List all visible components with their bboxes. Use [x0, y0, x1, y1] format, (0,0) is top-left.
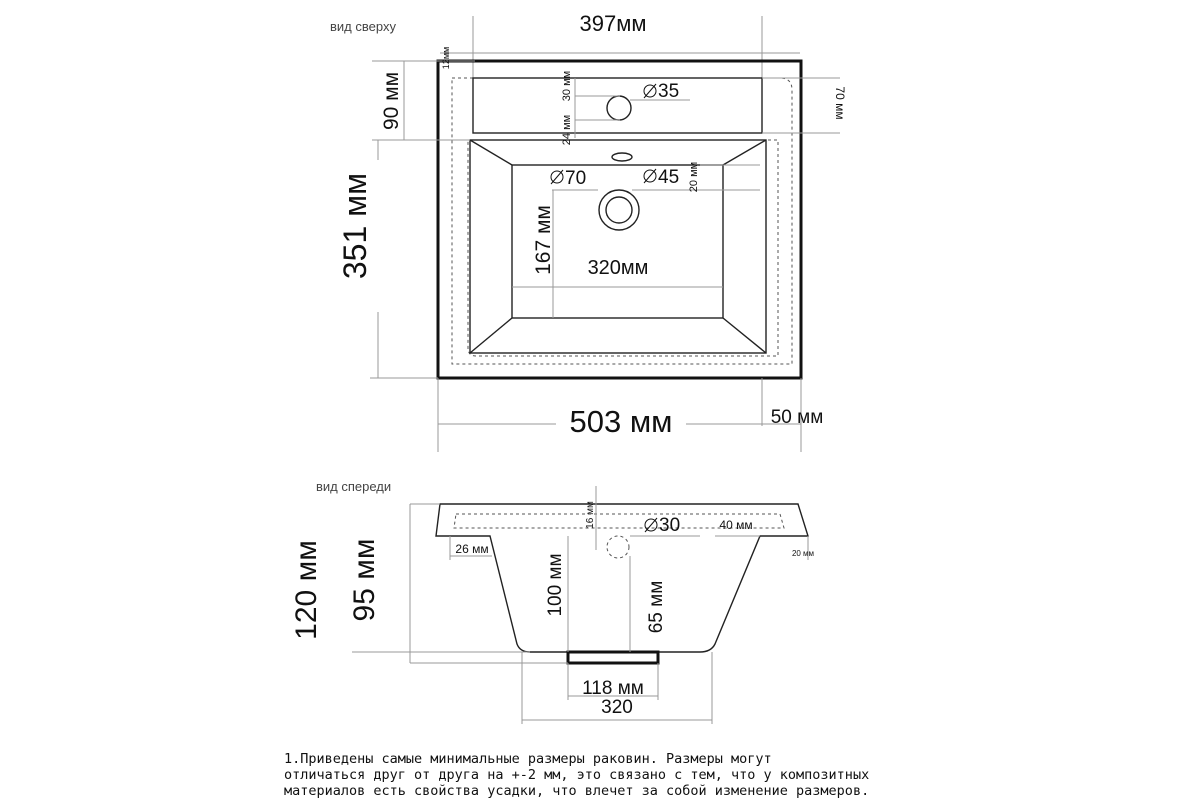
dim-320-front: 320	[601, 697, 633, 718]
dim-16: 16 мм	[585, 501, 596, 529]
dim-d70	[551, 168, 598, 190]
drain-outer	[599, 190, 639, 230]
dim-20-front: 20 мм	[791, 549, 815, 558]
dim-167: 167 мм	[532, 205, 555, 275]
dim-503: 503 мм	[569, 404, 673, 439]
faucet-hole	[607, 96, 631, 120]
dim-351: 351 мм	[337, 172, 373, 280]
dim-95: 95 мм	[348, 538, 381, 622]
overflow-hole-front	[607, 536, 629, 558]
dim-100: 100 мм	[545, 553, 566, 617]
top-dashed-outline	[452, 78, 792, 364]
dim-20-top: 20 мм	[688, 161, 700, 193]
faucet-deck	[473, 78, 762, 133]
overflow-slot	[612, 153, 632, 161]
dim-90: 90 мм	[380, 71, 403, 131]
dim-d35	[630, 81, 690, 102]
top-outer-outline	[438, 61, 801, 378]
dim-70-right: 70 мм	[833, 86, 847, 120]
dim-40: 40 мм	[719, 518, 753, 532]
top-view-caption: вид сверху	[330, 19, 396, 34]
dim-d30	[630, 515, 700, 536]
svg-text:30: 30	[659, 515, 681, 536]
dim-d45	[632, 167, 720, 190]
drain-inner	[606, 197, 632, 223]
drain-spigot	[568, 652, 658, 663]
front-view-caption: вид спереди	[316, 479, 392, 494]
dim-65: 65 мм	[646, 580, 667, 634]
dim-12: 12мм	[441, 46, 451, 70]
dim-120: 120 мм	[290, 540, 323, 640]
dim-24: 24 мм	[561, 114, 573, 146]
dim-118: 118 мм	[582, 678, 644, 699]
dim-50: 50 мм	[770, 407, 824, 428]
svg-text:45: 45	[658, 167, 680, 188]
svg-text:35: 35	[658, 81, 680, 102]
dim-397: 397мм	[579, 11, 647, 36]
svg-text:70: 70	[565, 168, 587, 189]
dim-320-top: 320мм	[587, 257, 649, 279]
footnote: 1.Приведены самые минимальные размеры раковин. Размеры могут отличаться друг от друга на +-2 мм, это связано с тем, что у композитных материалов есть свойства усадки, что влечет за собой изменение размеров.	[284, 751, 870, 799]
dim-26: 26 мм	[455, 542, 489, 556]
dim-30: 30 мм	[561, 70, 573, 102]
bowl-outer	[470, 140, 766, 353]
